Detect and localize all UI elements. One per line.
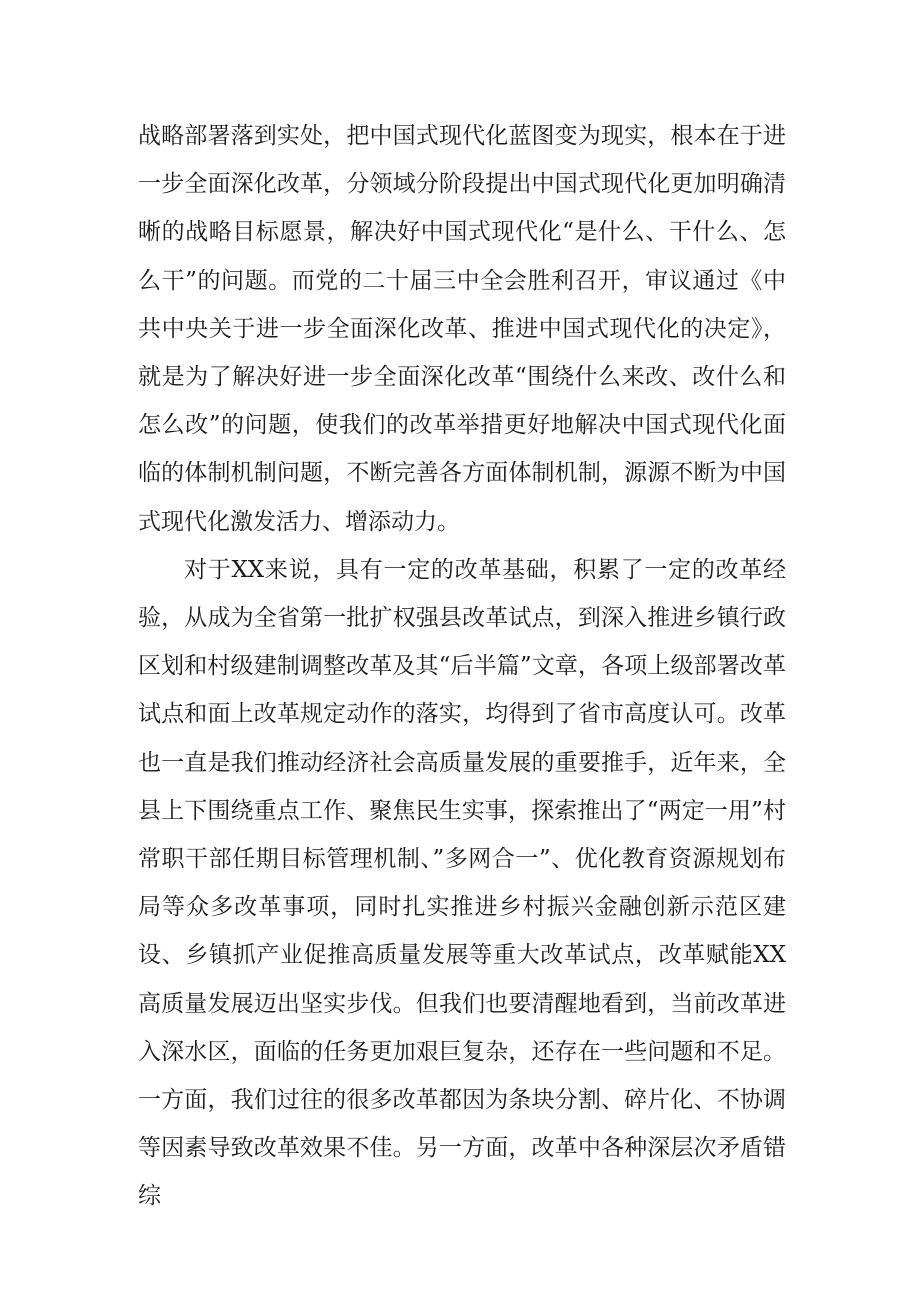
paragraph-1: 战略部署落到实处，把中国式现代化蓝图变为现实，根本在于进一步全面深化改革，分领域分阶段提出中国式现代化更加明确清晰的战略目标愿景，解决好中国式现代化“是什么、干什么、怎么干”的问题。而党的二十届三中全会胜利召开，审议通过《中共中央关于进一步全面深化改革、推进中国式现代化的决定》，就是为了解决好进一步全面深化改革“围绕什么来改、改什么和怎么改”的问题，使我们的改革举措更好地解决中国式现代化面临的体制机制问题，不断完善各方面体制机制，源源不断为中国式现代化激发活力、增添动力。: [138, 123, 786, 535]
paragraph-2: 对于XX来说，具有一定的改革基础，积累了一定的改革经验，从成为全省第一批扩权强县改革试点，到深入推进乡镇行政区划和村级建制调整改革及其“后半篇”文章，各项上级部署改革试点和面上改革规定动作的落实，均得到了省市高度认可。改革也一直是我们推动经济社会高质量发展的重要推手，近年来，全县上下围绕重点工作、聚焦民生实事，探索推出了“两定一用”村常职干部任期目标管理机制、”多网合一”、优化教育资源规划布局等众多改革事项，同时扎实推进乡村振兴金融创新示范区建设、乡镇抓产业促推高质量发展等重大改革试点，改革赋能XX高质量发展迈出坚实步伐。但我们也要清醒地看到，当前改革进入深水区，面临的任务更加艰巨复杂，还存在一些问题和不足。一方面，我们过往的很多改革都因为条块分割、碎片化、不协调等因素导致改革效果不佳。另一方面，改革中各种深层次矛盾错综: [138, 556, 786, 1210]
document-body: [138, 112, 786, 1221]
